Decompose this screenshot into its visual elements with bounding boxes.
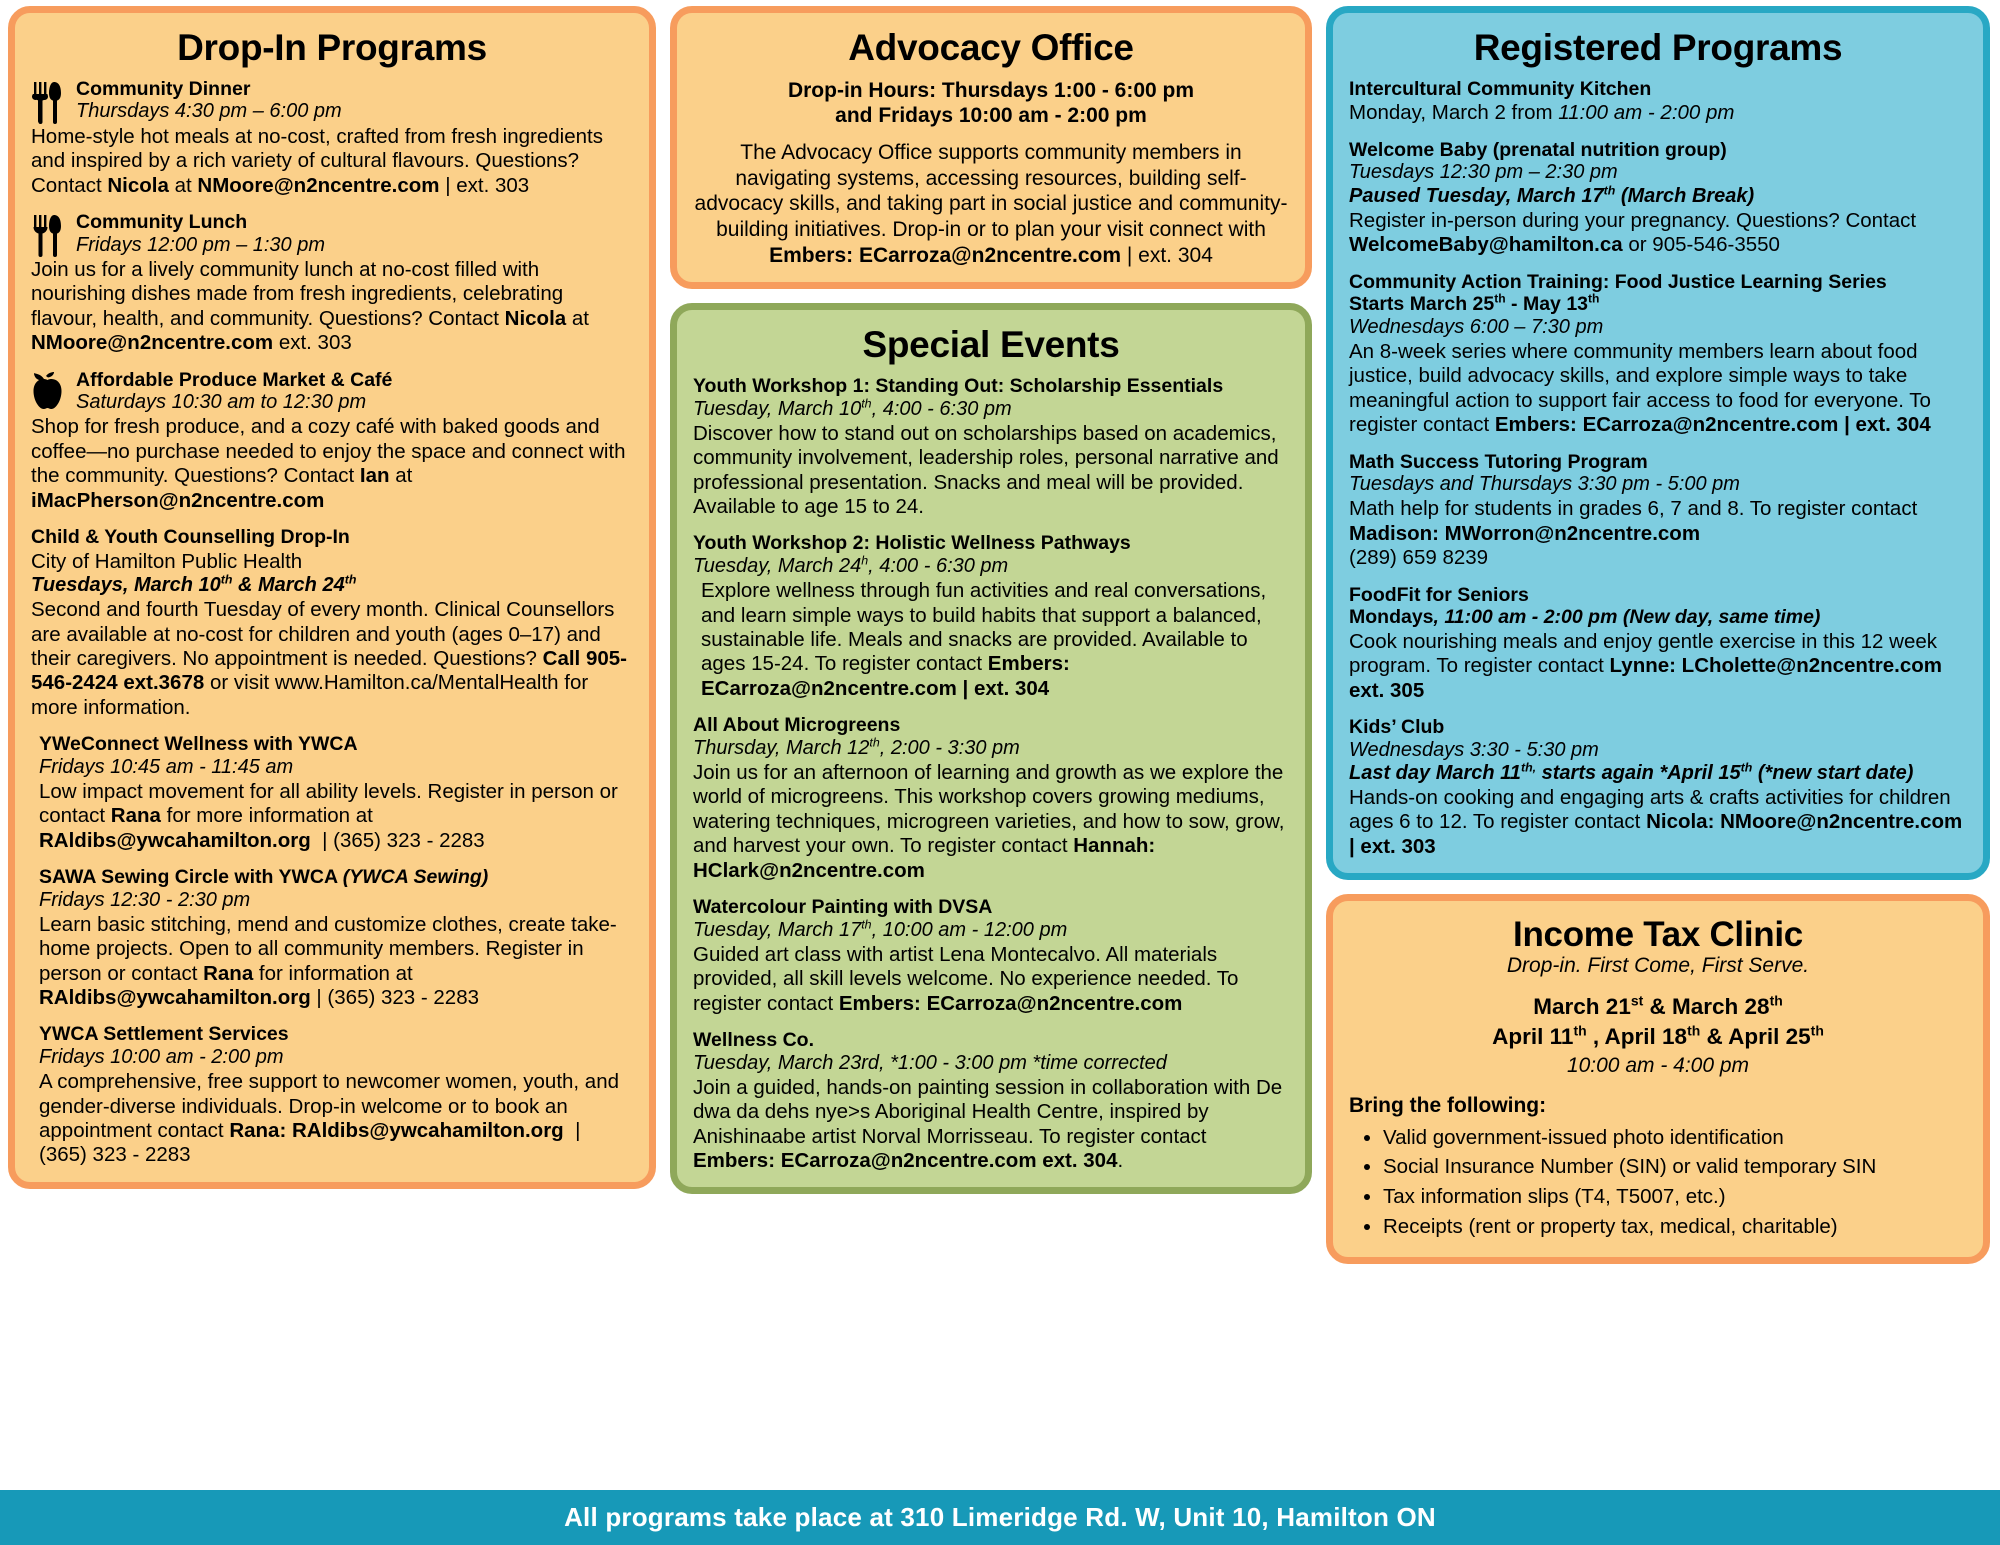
program-intercultural-community-kitchen xyxy=(1349,78,1967,126)
advocacy-hours-line2: and Fridays 10:00 am - 2:00 pm xyxy=(835,104,1147,128)
program-child-youth-counselling xyxy=(31,526,633,720)
program-when: Fridays 10:45 am - 11:45 am xyxy=(39,755,294,778)
program-desc: Register in-person during your pregnancy. Questions? Contact WelcomeBaby@hamilton.ca or 905-546-3550 xyxy=(1349,208,1917,257)
income-tax-clinic-card xyxy=(1326,894,1990,1264)
footer-text: All programs take place at 310 Limeridge Rd. W, Unit 10, Hamilton ON xyxy=(564,1502,1436,1532)
program-desc: Monday, March 2 from 11:00 am - 2:00 pm xyxy=(1349,101,1735,125)
program-name: Child & Youth Counselling Drop-In xyxy=(31,525,350,548)
program-desc: Cook nourishing meals and enjoy gentle exercise in this 12 week program. To register contact Lynne: LCholette@n2ncentre.com ext. 305 xyxy=(1349,629,1943,702)
event-name: Wellness Co. xyxy=(693,1028,815,1051)
program-name: YWCA Settlement Services xyxy=(39,1023,289,1046)
program-yweconnect-wellness xyxy=(31,733,633,853)
advocacy-body: The Advocacy Office supports community members in navigating systems, accessing resources, building self-advocacy skills, and taking part in social justice and community-building initiatives. Drop-in or to plan your visit connect with Embers: ECarroza@n2ncentre.com | ext. 304 xyxy=(694,141,1288,267)
program-desc: A comprehensive, free support to newcomer women, youth, and gender-diverse individuals. Drop-in welcome or to book an appointment contact Rana: RAldibs@ywcahamilton.org | (365) 323 - 2283 xyxy=(39,1070,620,1167)
program-name: Math Success Tutoring Program xyxy=(1349,450,1648,473)
event-wellness-co xyxy=(693,1029,1289,1173)
event-when: Tuesday, March 23rd, *1:00 - 3:00 pm *time corrected xyxy=(693,1051,1167,1074)
program-date-note: Last day March $11^{th,}$ starts again *April 15th (*new start date) xyxy=(1349,760,1914,784)
tax-clinic-title: Income Tax Clinic xyxy=(1513,915,1803,955)
registered-programs-card xyxy=(1326,6,1990,880)
program-produce-market xyxy=(31,369,633,513)
special-events-card xyxy=(670,303,1312,1194)
advocacy-hours xyxy=(693,78,1289,128)
drop-in-title: Drop-In Programs xyxy=(177,27,487,68)
apple-icon xyxy=(31,369,67,411)
program-desc: Low impact movement for all ability levels. Register in person or contact Rana for more information at RAldibs@ywcahamilton.org | (365) 323 - 2283 xyxy=(39,779,618,852)
program-name: FoodFit for Seniors xyxy=(1349,583,1529,606)
advocacy-office-card xyxy=(670,6,1312,289)
program-when: Tuesdays 12:30 pm – 2:30 pm xyxy=(1349,161,1618,184)
program-name: Intercultural Community Kitchen xyxy=(1349,77,1652,100)
column-left xyxy=(8,6,656,1545)
program-community-dinner xyxy=(31,78,633,198)
advocacy-hours-line1: Drop-in Hours: Thursdays 1:00 - 6:00 pm xyxy=(787,78,1195,102)
column-right xyxy=(1326,6,1990,1545)
program-math-success-tutoring xyxy=(1349,451,1967,571)
program-when: Tuesdays and Thursdays 3:30 pm - 5:00 pm xyxy=(1349,473,1740,496)
program-paused-note: Paused Tuesday, March 17th (March Break) xyxy=(1349,182,1755,207)
program-when: Saturdays 10:30 am to 12:30 pm xyxy=(76,391,367,414)
program-when: Wednesdays 6:00 – 7:30 pm xyxy=(1349,315,1604,338)
event-when: Tuesday, March 17th, 10:00 am - 12:00 pm xyxy=(693,916,1068,941)
program-ywca-settlement-services xyxy=(31,1023,633,1167)
event-name: Youth Workshop 2: Holistic Wellness Pathways xyxy=(693,532,1131,555)
fork-knife-icon xyxy=(31,78,67,124)
program-when: Wednesdays 3:30 - 5:30 pm xyxy=(1349,738,1599,761)
program-welcome-baby xyxy=(1349,139,1967,258)
list-item: • Valid government-issued photo identification xyxy=(1383,1124,1967,1152)
program-when: Fridays 12:00 pm – 1:30 pm xyxy=(76,233,326,256)
advocacy-title: Advocacy Office xyxy=(848,27,1134,68)
program-desc: Join us for a lively community lunch at no-cost filled with nourishing dishes made from fresh ingredients, celebrating flavour, health, and community. Questions? Contact Nicola at NMoore@n2ncentre.com ext. 303 xyxy=(31,258,589,355)
event-when: Thursday, March 12th, 2:00 - 3:30 pm xyxy=(693,735,1020,759)
program-desc: Second and fourth Tuesday of every month. Clinical Counsellors are available at no-cost for children and youth (ages 0–17) and their caregivers. No appointment is needed. Questions? Call 905-546-2424 ext.3678 or visit www.Hamilton.ca/MentalHealth for more information. xyxy=(31,598,627,719)
program-when: Fridays 10:00 am - 2:00 pm xyxy=(39,1046,284,1069)
event-watercolour-painting xyxy=(693,896,1289,1016)
tax-bring-list xyxy=(1349,1124,1967,1242)
program-desc: Learn basic stitching, mend and customize clothes, create take-home projects. Open to all community members. Register in person or contact Rana for information at RAldibs@ywcahamilton.org | (365) 323 - 2283 xyxy=(39,912,617,1010)
registered-programs-title: Registered Programs xyxy=(1473,27,1843,68)
column-middle xyxy=(670,6,1312,1545)
special-events-title: Special Events xyxy=(862,324,1120,366)
event-desc: Join a guided, hands-on painting session in collaboration with De dwa da dehs nye>s Aboriginal Health Centre, inspired by Anishinaabe artist Norval Morrisseau. To register contact Embers: ECarroza@n2ncentre.com ext. 304. xyxy=(693,1075,1283,1172)
event-name: Youth Workshop 1: Standing Out: Scholarship Essentials xyxy=(693,375,1224,398)
program-desc: Math help for students in grades 6, 7 and 8. To register contact Madison: MWorron@n2ncentre.com (289) 659 8239 xyxy=(1349,497,1918,570)
list-item: • Receipts (rent or property tax, medical, charitable) xyxy=(1383,1213,1967,1241)
program-foodfit-for-seniors xyxy=(1349,584,1967,703)
program-name: Community Dinner xyxy=(76,77,251,100)
location-footer-bar xyxy=(0,1490,2000,1545)
program-name: SAWA Sewing Circle with YWCA (YWCA Sewing) xyxy=(39,866,489,889)
program-when: Mondays, 11:00 am - 2:00 pm (New day, same time) xyxy=(1349,606,1821,629)
tax-bring-label: Bring the following: xyxy=(1349,1093,1547,1117)
event-name: Watercolour Painting with DVSA xyxy=(693,895,993,918)
event-desc: Join us for an afternoon of learning and growth as we explore the world of microgreens. This workshop covers growing mediums, watering techniques, microgreen varieties, and how to sow, grow, and harvest your own. To register contact Hannah: HClark@n2ncentre.com xyxy=(693,761,1285,882)
list-item: • Social Insurance Number (SIN) or valid temporary SIN xyxy=(1383,1153,1967,1181)
drop-in-programs-card xyxy=(8,6,656,1189)
tax-clinic-subtitle: Drop-in. First Come, First Serve. xyxy=(1506,953,1810,977)
program-desc: Hands-on cooking and engaging arts & crafts activities for children ages 6 to 12. To register contact Nicola: NMoore@n2ncentre.com | ext. 303 xyxy=(1349,785,1963,858)
tax-clinic-time: 10:00 am - 4:00 pm xyxy=(1566,1053,1750,1077)
event-desc: Discover how to stand out on scholarships based on academics, community involvement, leadership roles, personal narrative and professional presentation. Snacks and meal will be provided. Available to age 15 to 24. xyxy=(693,421,1279,519)
program-sawa-sewing-circle xyxy=(31,866,633,1010)
program-name: Welcome Baby (prenatal nutrition group) xyxy=(1349,138,1727,161)
program-name: YWeConnect Wellness with YWCA xyxy=(39,733,358,756)
program-when: Fridays 12:30 - 2:30 pm xyxy=(39,888,251,911)
program-community-lunch xyxy=(31,211,633,356)
program-name: Community Lunch xyxy=(76,211,248,234)
event-when: Tuesday, March 10th, 4:00 - 6:30 pm xyxy=(693,396,1012,420)
program-desc: Shop for fresh produce, and a cozy café with baked goods and coffee—no purchase needed to enjoy the space and connect with the community. Questions? Contact Ian at iMacPherson@n2ncentre.com xyxy=(31,415,626,512)
event-youth-workshop-2 xyxy=(693,532,1289,701)
program-name: Community Action Training: Food Justice Learning Series Starts March 25th - May 13th xyxy=(1349,270,1887,316)
event-name: All About Microgreens xyxy=(693,714,901,737)
program-subtitle: City of Hamilton Public Health xyxy=(31,549,303,573)
program-name: Affordable Produce Market & Café xyxy=(76,368,393,391)
event-when: Tuesday, March 24$^h$, 4:00 - 6:30 pm xyxy=(693,553,1009,578)
list-item: • Tax information slips (T4, T5007, etc.) xyxy=(1383,1183,1967,1211)
event-desc: Guided art class with artist Lena Montecalvo. All materials provided, all skill levels welcome. No experience needed. To register contact Embers: ECarroza@n2ncentre.com xyxy=(693,942,1239,1015)
program-desc: An 8-week series where community members learn about food justice, build advocacy skills, and explore simple ways to take meaningful action to support fair access to food for everyone. To register contact Embers: ECarroza@n2ncentre.com | ext. 304 xyxy=(1349,340,1931,437)
event-all-about-microgreens xyxy=(693,714,1289,883)
program-when: Tuesdays, March 10th & March 24th xyxy=(31,572,357,596)
program-name: Kids’ Club xyxy=(1349,715,1445,738)
event-youth-workshop-1 xyxy=(693,375,1289,519)
tax-dates-line2: April 11th , April 18th & April 25th xyxy=(1492,1022,1824,1050)
tax-dates-line1: March 21st & March 28th xyxy=(1533,992,1783,1019)
program-when: Thursdays 4:30 pm – 6:00 pm xyxy=(76,100,342,123)
fork-knife-icon xyxy=(31,211,67,257)
program-desc: Home-style hot meals at no-cost, crafted from fresh ingredients and inspired by a rich variety of cultural flavours. Questions? Contact Nicola at NMoore@n2ncentre.com | ext. 303 xyxy=(31,124,603,197)
program-community-action-training xyxy=(1349,271,1967,438)
tax-clinic-dates xyxy=(1349,992,1967,1053)
event-desc: Explore wellness through fun activities and real conversations, and learn simple ways to build habits that support a balanced, sustainable life. Meals and snacks are provided. Available to ages 15-24. To register contact Embers: ECarroza@n2ncentre.com | ext. 304 xyxy=(701,579,1267,700)
program-kids-club xyxy=(1349,716,1967,859)
